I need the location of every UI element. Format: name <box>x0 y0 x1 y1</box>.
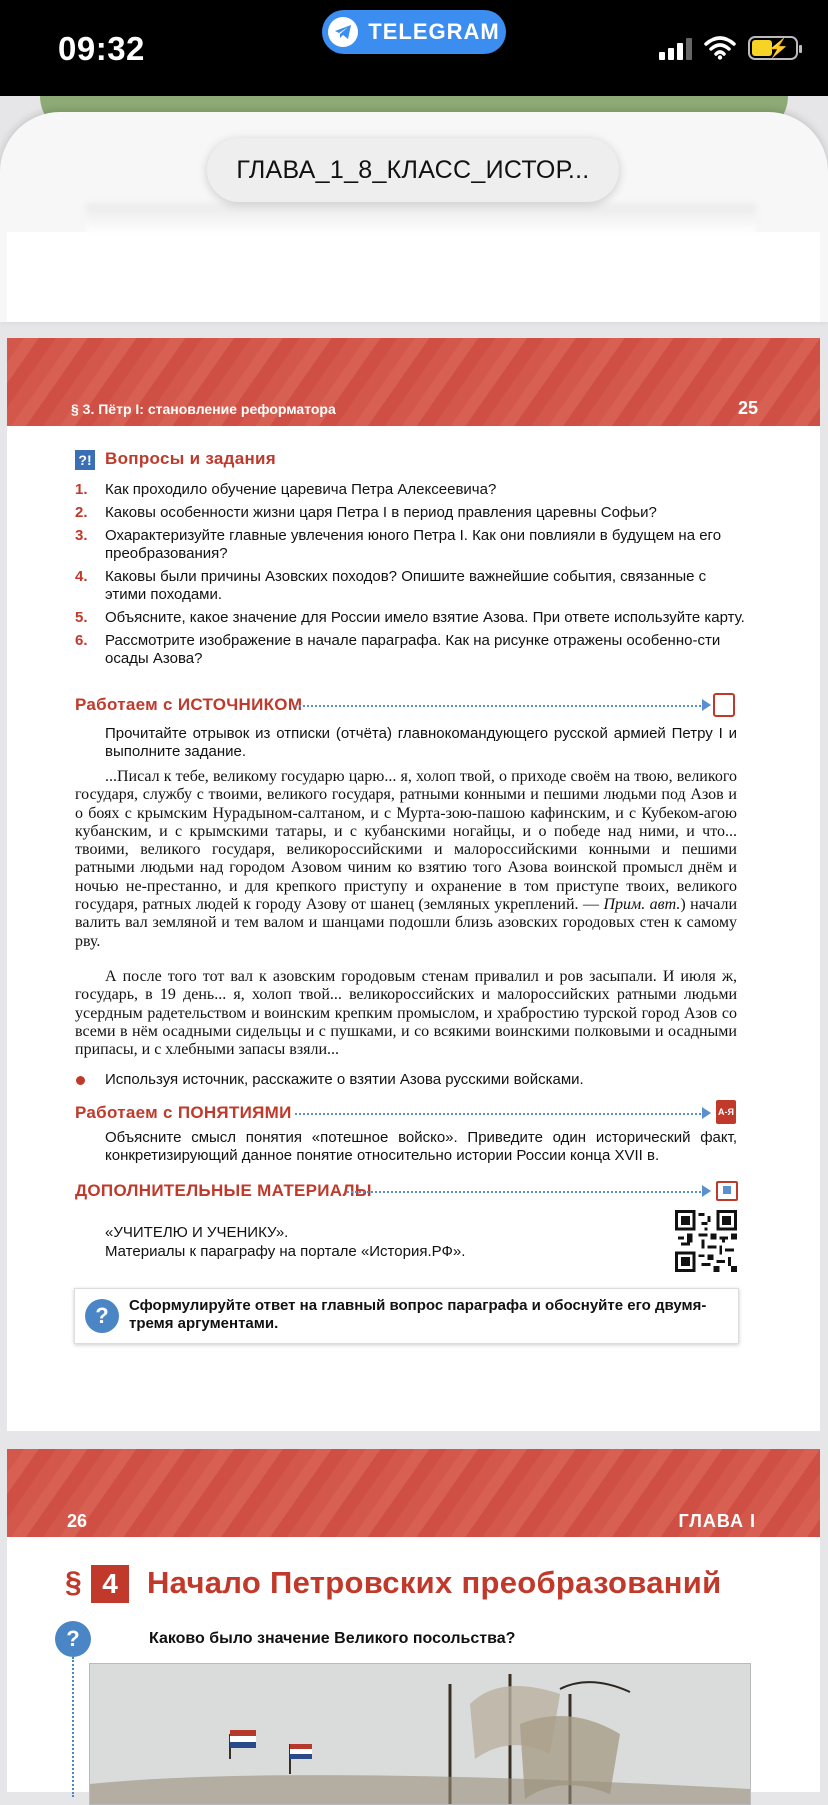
arrow-right-icon <box>702 699 711 711</box>
final-task-text: Сформулируйте ответ на главный вопрос параграфа и обоснуйте его двумя-тремя аргументами. <box>129 1297 707 1332</box>
arrow-right-icon <box>702 1107 711 1119</box>
telegram-label: TELEGRAM <box>368 19 500 44</box>
list-item: 4. Каковы были причины Азовских походов? Опишите важнейшие события, связанные с этими походами. <box>75 568 707 603</box>
section-title: Начало Петровских преобразований <box>147 1565 722 1600</box>
qr-code[interactable] <box>675 1210 737 1272</box>
dictionary-icon: А-Я <box>716 1100 736 1124</box>
wifi-icon <box>704 36 736 60</box>
list-item: 3. Охарактеризуйте главные увлечения юного Петра I. Как они повлияли в будущем на его преобразования? <box>75 527 722 562</box>
source-task: Используя источник, расскажите о взятии Азова русскими войсками. <box>105 1071 584 1088</box>
status-bar <box>0 0 828 96</box>
concepts-heading: Работаем с ПОНЯТИЯМИ <box>75 1103 292 1122</box>
list-item: 6. Рассмотрите изображение в начале параграфа. Как на рисунке отражены особенно-сти осады Азова? <box>75 632 721 667</box>
questions-icon: ?! <box>75 450 95 470</box>
section-number: 4 <box>91 1565 129 1603</box>
computer-icon <box>716 1181 738 1201</box>
author-note: Прим. авт. <box>603 896 681 914</box>
chapter-label: ГЛАВА I <box>678 1511 756 1531</box>
system-icons <box>659 36 798 60</box>
section-mark: § <box>65 1566 82 1599</box>
source-heading: Работаем с ИСТОЧНИКОМ <box>75 695 303 714</box>
clock: 09:32 <box>58 30 145 67</box>
page-number: 25 <box>737 398 758 418</box>
battery-charging-icon: ⚡ <box>748 36 798 60</box>
question-icon: ? <box>85 1299 119 1333</box>
bullet <box>76 1076 85 1085</box>
page-header-banner <box>7 338 820 426</box>
source-text-paragraph-1: ...Писал к тебе, великому государю царю... я, холоп твой, о приходе своём на твою, великого государя, службу с твоими, великого государя, ратными конными и пешими людьми под Азов и о боях с крымским Нурадыном-салтаном, и с Мурта-зою-пашою кафинским, и с Кубеком-агою кубанским, и с крымскими татары, и с кубанскими ногайцы, и о победе над ними, и что... твоими, великого государя, великороссийскими и малороссийскими конными и пешими ратными людьми над городом Азовом чиним ко взятию того Азова воинской промысл днём и ночью не-престанно, и для крепкого приступу и охранение в том приступе твоих, великого государя, ратных людей к городу Азову от шанец (земляных укреплений. — Прим. авт.) начали валить вал земляной и тем валом и шанцами подошли близь азовских городовых стен к самому рву. <box>75 768 738 950</box>
key-question: Каково было значение Великого посольства? <box>149 1630 516 1647</box>
list-item: 1. Как проходило обучение царевича Петра Алексеевича? <box>75 481 497 498</box>
extra-line-2[interactable]: Материалы к параграфу на портале «История.РФ». <box>105 1243 466 1260</box>
telegram-return-pill[interactable] <box>322 10 506 54</box>
page-25 <box>7 338 820 1431</box>
running-header: § 3. Пётр I: становление реформатора <box>71 401 336 417</box>
questions-list <box>75 481 745 673</box>
cellular-signal-icon <box>659 36 692 60</box>
page-header-banner <box>7 1449 820 1537</box>
list-item: 2. Каковы особенности жизни царя Петра I в период правления царевны Софьи? <box>75 504 657 521</box>
telegram-icon <box>328 17 358 47</box>
extra-materials-heading: ДОПОЛНИТЕЛЬНЫЕ МАТЕРИАЛЫ <box>75 1181 372 1200</box>
document-title: ГЛАВА_1_8_КЛАСС_ИСТОР... <box>236 155 590 184</box>
page-number: 26 <box>67 1511 88 1531</box>
previous-page-bottom <box>7 232 820 322</box>
document-scroll-icon <box>713 693 735 717</box>
questions-heading: Вопросы и задания <box>105 449 277 468</box>
sailing-ships-painting <box>89 1663 751 1805</box>
list-item: 5. Объясните, какое значение для России имело взятие Азова. При ответе используйте карту. <box>75 609 745 626</box>
source-intro: Прочитайте отрывок из отписки (отчёта) главнокомандующего русской армией Петру I и выполните задание. <box>105 725 737 760</box>
extra-line-1: «УЧИТЕЛЮ И УЧЕНИКУ». <box>105 1224 289 1241</box>
source-text-paragraph-2: А после того тот вал к азовским городовым стенам привалил и ров засыпали. И июля ж, государь, в 19 день... я, холоп твой... великороссийских и малороссийских ратными людьми усердным радетельством и воинским крепким промыслом, и храбростию турской город Азов со всеми в нём осадными сидельцы и с пушками, и со всякими воинскими полковыми и осадными припасы, и с хлебными запасы взяли... <box>75 968 737 1059</box>
final-task-box <box>74 1288 739 1344</box>
arrow-right-icon <box>702 1185 711 1197</box>
viewer-header-shadow <box>86 204 756 234</box>
concepts-text: Объясните смысл понятия «потешное войско». Приведите один исторический факт, конкретизирующий данное понятие относительно истории России конца XVII в. <box>105 1129 737 1164</box>
document-title-pill[interactable] <box>207 138 619 202</box>
page-26 <box>7 1449 820 1792</box>
question-icon: ? <box>55 1621 91 1657</box>
